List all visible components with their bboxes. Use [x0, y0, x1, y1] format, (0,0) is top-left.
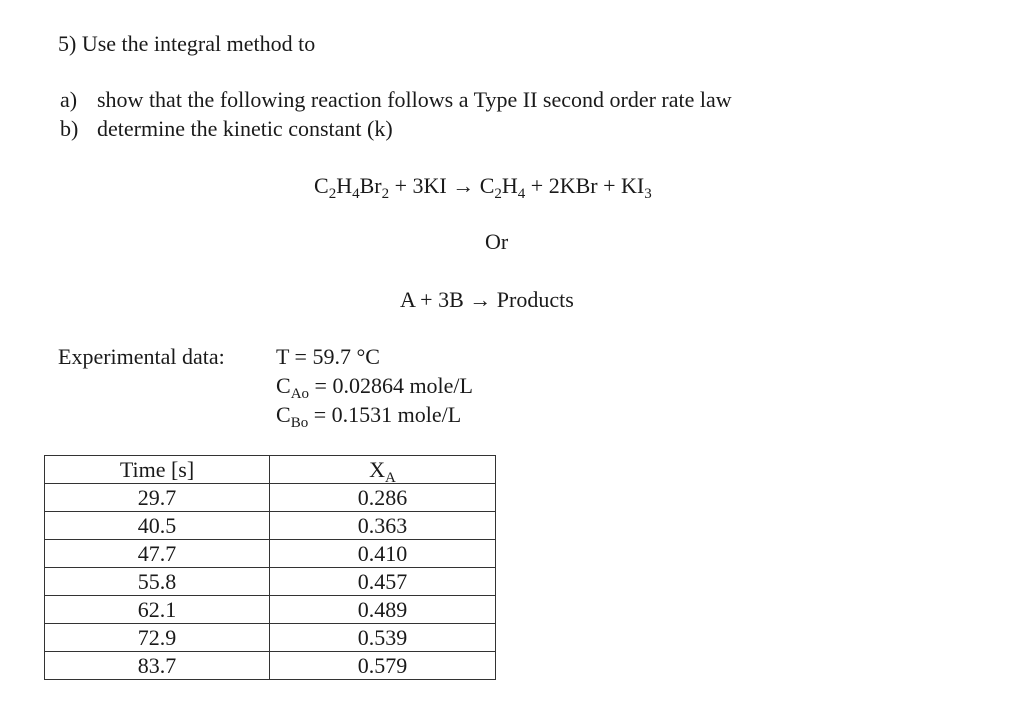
products-rest: + $2KBr + KI_3$: [530, 173, 652, 202]
xa-header: $X_A$: [270, 456, 496, 484]
time-cell: 55.8: [45, 568, 270, 596]
ca0-value: $C_{Ao} = 0.02864$ mole/L: [276, 373, 473, 402]
time-cell: 40.5: [45, 512, 270, 540]
table-row: [45, 624, 496, 652]
reactant-ki: + 3KI: [394, 173, 447, 198]
question-number: 5): [58, 31, 77, 56]
time-cell: 47.7: [45, 540, 270, 568]
experimental-label: Experimental data:: [58, 344, 225, 369]
part-b: [60, 115, 393, 143]
or-text: Or: [485, 229, 509, 254]
xa-cell: 0.539: [270, 624, 496, 652]
xa-cell: 0.457: [270, 568, 496, 596]
time-header: Time [s]: [45, 456, 270, 484]
part-b-label: b): [60, 116, 79, 141]
time-cell: 72.9: [45, 624, 270, 652]
part-b-text: determine the kinetic constant (k): [97, 116, 393, 141]
table-row: [45, 540, 496, 568]
experimental-data-table: [44, 455, 496, 680]
xa-cell: 0.363: [270, 512, 496, 540]
temperature-value: T = 59.7 °C: [276, 344, 380, 369]
product-c2h4: $C_2H_4$: [479, 173, 526, 202]
xa-cell: 0.410: [270, 540, 496, 568]
reaction-arrow: →: [452, 173, 475, 198]
table-row: [45, 512, 496, 540]
table-row: [45, 484, 496, 512]
question-heading: [58, 30, 315, 58]
time-cell: 29.7: [45, 484, 270, 512]
xa-cell: 0.579: [270, 652, 496, 680]
time-cell: 62.1: [45, 596, 270, 624]
xa-cell: 0.286: [270, 484, 496, 512]
reaction-equation: [314, 172, 652, 200]
part-a-label: a): [60, 87, 78, 112]
simplified-reaction: A + 3B → Products: [400, 287, 574, 312]
cb0-value: $C_{Bo} = 0.1531$ mole/L: [276, 402, 462, 431]
table-row: [45, 652, 496, 680]
part-a-text: show that the following reaction follows a Type II second order rate law: [97, 87, 732, 112]
reactant-c2h4br2: $C_2H_4Br_2$: [314, 173, 390, 202]
question-intro: Use the integral method to: [81, 31, 316, 56]
table-row: [45, 568, 496, 596]
part-a: [60, 86, 732, 114]
table-header-row: [45, 456, 496, 484]
table-row: [45, 596, 496, 624]
xa-cell: 0.489: [270, 596, 496, 624]
time-cell: 83.7: [45, 652, 270, 680]
